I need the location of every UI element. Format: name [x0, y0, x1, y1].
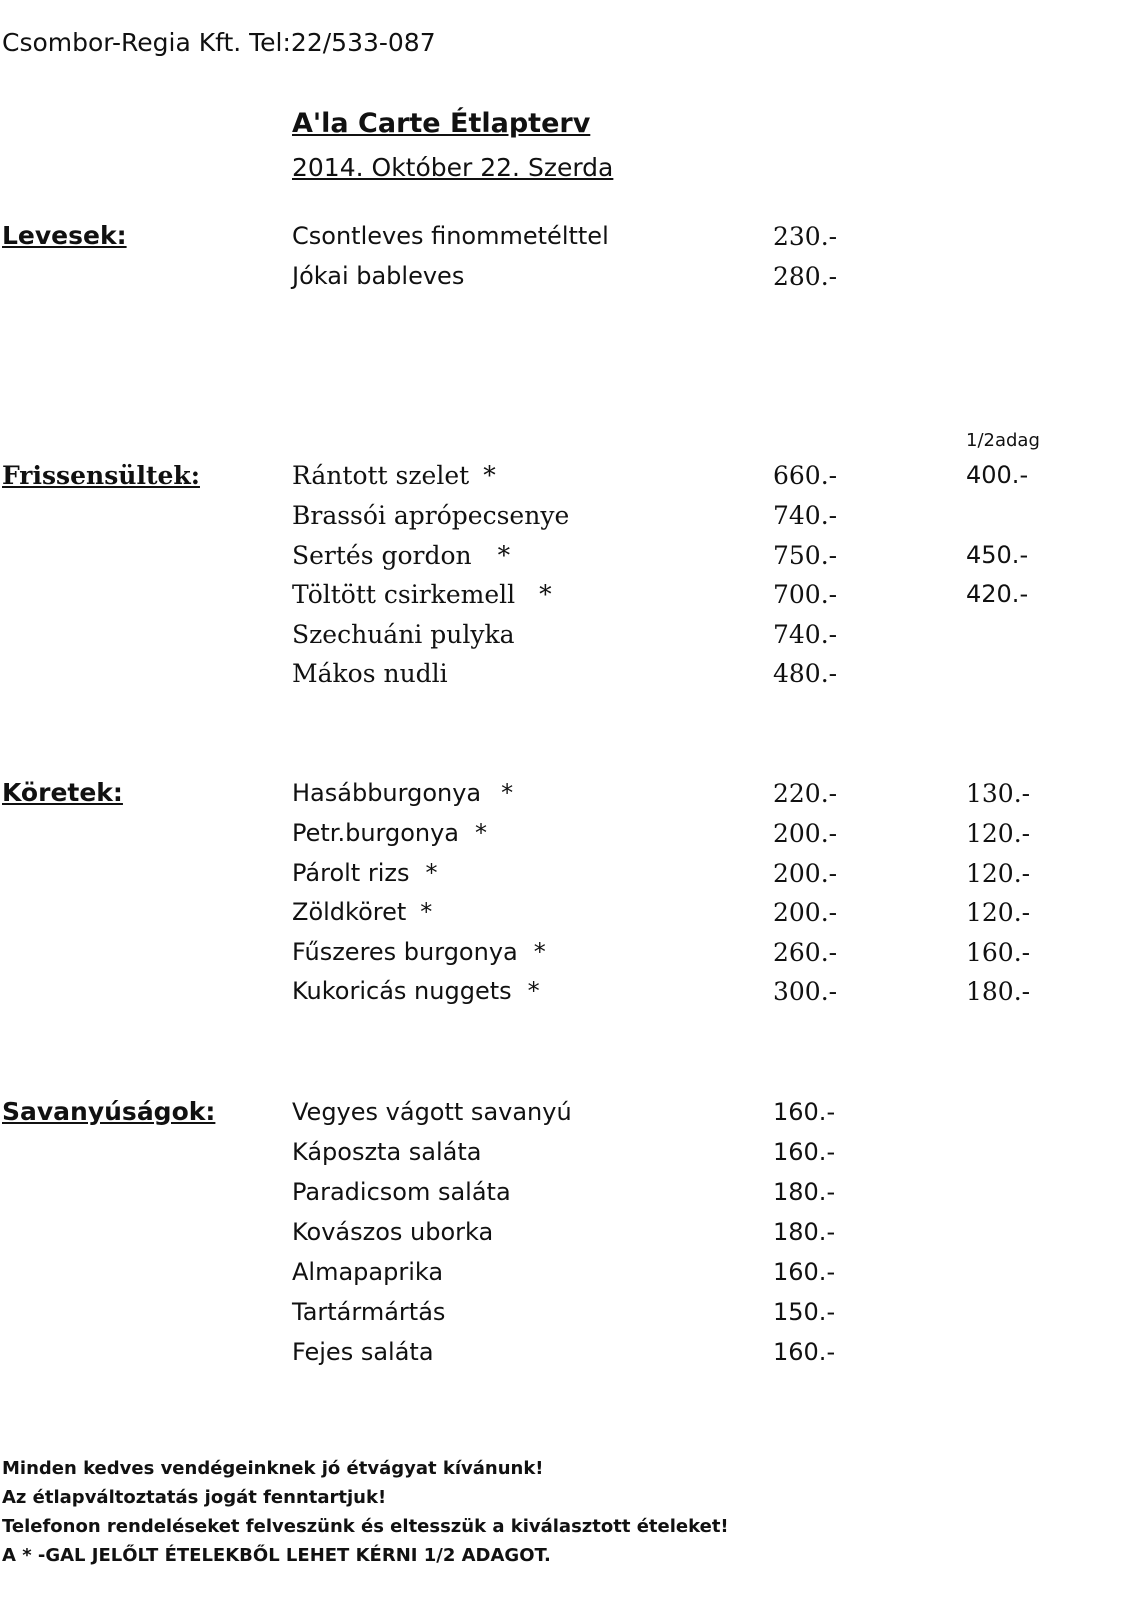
- menu-item-price: 200.-: [773, 898, 838, 927]
- menu-item-price: 180.-: [773, 1178, 836, 1206]
- footer-note-3: Telefonon rendeléseket felveszünk és eltesszük a kiválasztott ételeket!: [2, 1516, 729, 1537]
- menu-item-name: Petr.burgonya *: [292, 819, 488, 847]
- menu-item-name: Fejes saláta: [292, 1338, 434, 1366]
- menu-item-name: Töltött csirkemell *: [292, 580, 552, 609]
- menu-item-name: Kovászos uborka: [292, 1218, 494, 1246]
- menu-item-price: 150.-: [773, 1298, 836, 1326]
- half-portion-star: *: [533, 938, 546, 966]
- footer-note-4: A * -GAL JELŐLT ÉTELEKBŐL LEHET KÉRNI 1/2 ADAGOT.: [2, 1545, 551, 1566]
- menu-item-price: 300.-: [773, 977, 838, 1006]
- footer-note-2: Az étlapváltoztatás jogát fenntartjuk!: [2, 1487, 387, 1508]
- menu-item-name: Káposzta saláta: [292, 1138, 482, 1166]
- section-label-savanyusagok: Savanyúságok:: [2, 1097, 216, 1126]
- menu-item-name: Vegyes vágott savanyú: [292, 1098, 572, 1126]
- menu-item-name: Sertés gordon *: [292, 541, 511, 570]
- menu-item-name: Zöldköret *: [292, 898, 433, 926]
- menu-item-price: 230.-: [773, 222, 838, 251]
- menu-item-name: Szechuáni pulyka: [292, 620, 515, 649]
- menu-item-half-price: 420.-: [966, 580, 1029, 608]
- menu-item-name: Tartármártás: [292, 1298, 446, 1326]
- section-label-koretek: Köretek:: [2, 778, 123, 807]
- half-portion-star: *: [475, 819, 488, 847]
- menu-item-name: Almapaprika: [292, 1258, 444, 1286]
- menu-item-price: 700.-: [773, 580, 838, 609]
- menu-item-name: Párolt rizs *: [292, 859, 438, 887]
- menu-item-price: 280.-: [773, 262, 838, 291]
- menu-item-price: 750.-: [773, 541, 838, 570]
- footer-note-1: Minden kedves vendégeinknek jó étvágyat kívánunk!: [2, 1458, 544, 1479]
- menu-item-name: Kukoricás nuggets *: [292, 977, 540, 1005]
- menu-date: 2014. Október 22. Szerda: [292, 153, 614, 182]
- menu-item-name: Brassói aprópecsenye: [292, 501, 570, 530]
- menu-item-price: 740.-: [773, 501, 838, 530]
- menu-item-half-price: 160.-: [966, 938, 1031, 967]
- menu-item-price: 200.-: [773, 819, 838, 848]
- half-portion-header: 1/2adag: [966, 430, 1040, 451]
- half-portion-star: *: [539, 580, 552, 609]
- menu-item-half-price: 180.-: [966, 977, 1031, 1006]
- menu-item-name: Rántott szelet *: [292, 461, 496, 490]
- menu-item-name: Paradicsom saláta: [292, 1178, 511, 1206]
- menu-item-price: 160.-: [773, 1258, 836, 1286]
- menu-item-price: 160.-: [773, 1338, 836, 1366]
- menu-item-price: 660.-: [773, 461, 838, 490]
- menu-item-price: 200.-: [773, 859, 838, 888]
- menu-item-half-price: 120.-: [966, 819, 1031, 848]
- section-label-frissensultek: Frissensültek:: [2, 461, 200, 490]
- menu-item-price: 260.-: [773, 938, 838, 967]
- half-portion-star: *: [420, 898, 433, 926]
- menu-item-price: 740.-: [773, 620, 838, 649]
- menu-item-half-price: 450.-: [966, 541, 1029, 569]
- half-portion-star: *: [497, 541, 511, 570]
- menu-item-name: Mákos nudli: [292, 659, 448, 688]
- menu-item-price: 160.-: [773, 1138, 836, 1166]
- menu-item-price: 220.-: [773, 779, 838, 808]
- half-portion-star: *: [483, 461, 496, 490]
- menu-title: A'la Carte Étlapterv: [292, 108, 591, 139]
- menu-item-name: Csontleves finommetélttel: [292, 222, 609, 250]
- half-portion-star: *: [501, 779, 514, 807]
- menu-item-price: 180.-: [773, 1218, 836, 1246]
- half-portion-star: *: [527, 977, 540, 1005]
- menu-item-half-price: 130.-: [966, 779, 1031, 808]
- menu-item-price: 480.-: [773, 659, 838, 688]
- menu-item-price: 160.-: [773, 1098, 836, 1126]
- menu-item-half-price: 120.-: [966, 898, 1031, 927]
- menu-item-name: Fűszeres burgonya *: [292, 938, 546, 966]
- section-label-levesek: Levesek:: [2, 221, 127, 250]
- menu-item-half-price: 120.-: [966, 859, 1031, 888]
- menu-item-half-price: 400.-: [966, 461, 1029, 489]
- menu-item-name: Jókai bableves: [292, 262, 465, 290]
- menu-item-name: Hasábburgonya *: [292, 779, 514, 807]
- company-info: Csombor-Regia Kft. Tel:22/533-087: [2, 28, 436, 57]
- half-portion-star: *: [425, 859, 438, 887]
